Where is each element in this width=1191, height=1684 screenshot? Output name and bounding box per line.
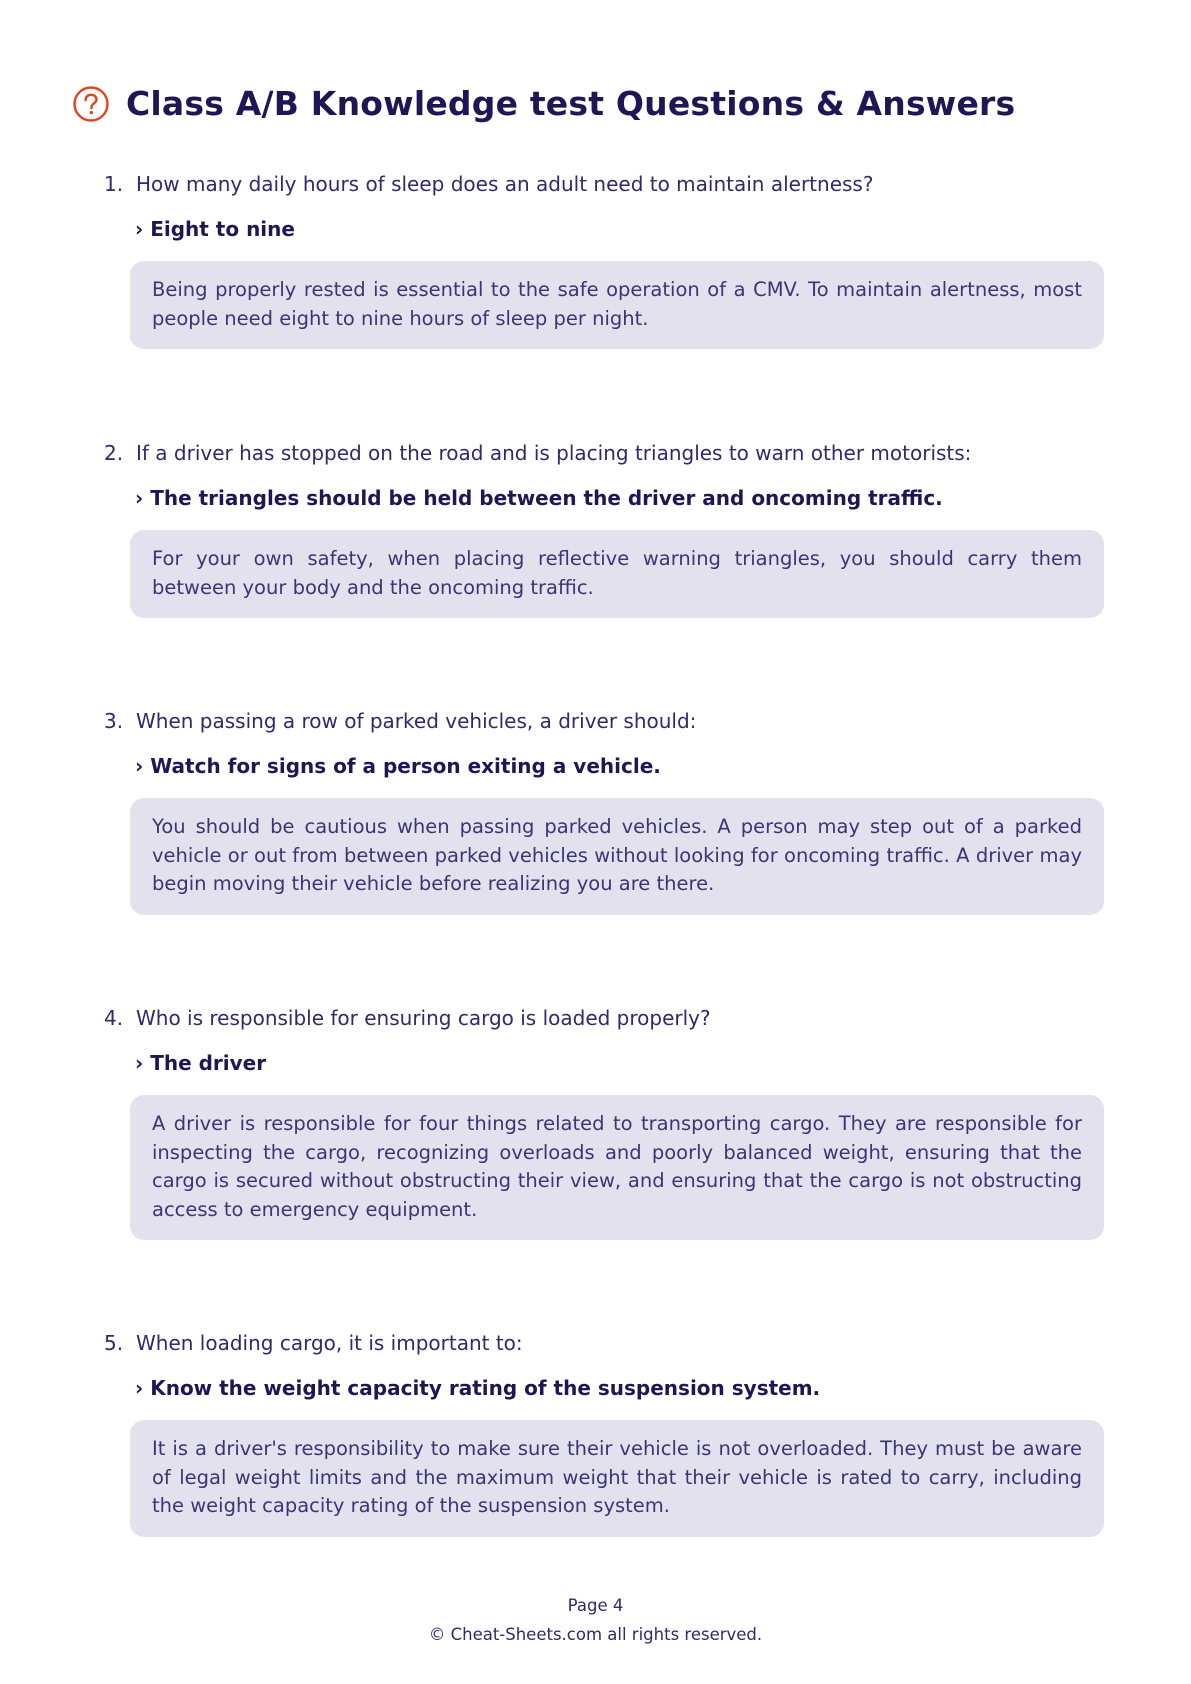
- explanation-box: For your own safety, when placing reflective warning triangles, you should carry them between your body and the oncoming traffic.: [130, 530, 1104, 618]
- answer: › The triangles should be held between the driver and oncoming traffic.: [135, 486, 943, 510]
- question-text: Who is responsible for ensuring cargo is loaded properly?: [136, 1006, 711, 1030]
- question-number: 1.: [104, 172, 124, 196]
- explanation-box: Being properly rested is essential to the safe operation of a CMV. To maintain alertness, most people need eight to nine hours of sleep per night.: [130, 261, 1104, 349]
- answer: › Know the weight capacity rating of the suspension system.: [135, 1376, 821, 1400]
- explanation-box: It is a driver's responsibility to make sure their vehicle is not overloaded. They must be aware of legal weight limits and the maximum weight that their vehicle is rated to carry, including the weight capacity rating of the suspension system.: [130, 1420, 1104, 1537]
- question: [104, 440, 1104, 466]
- qa-item-1: [104, 171, 1104, 349]
- explanation-box: You should be cautious when passing parked vehicles. A person may step out of a parked vehicle or out from between parked vehicles without looking for oncoming traffic. A driver may begin moving their vehicle before realizing you are there.: [130, 798, 1104, 915]
- qa-item-5: [104, 1330, 1104, 1537]
- question: [104, 1330, 1104, 1356]
- question-text: How many daily hours of sleep does an adult need to maintain alertness?: [136, 172, 874, 196]
- answer: › Watch for signs of a person exiting a vehicle.: [135, 754, 661, 778]
- question-number: 4.: [104, 1006, 124, 1030]
- question: [104, 1005, 1104, 1031]
- question: [104, 708, 1104, 734]
- question: [104, 171, 1104, 197]
- page-header: [72, 84, 1015, 123]
- page-number: Page 4: [567, 1596, 624, 1615]
- qa-item-4: [104, 1005, 1104, 1240]
- question-number: 5.: [104, 1331, 124, 1355]
- question-circle-icon: [72, 85, 110, 123]
- answer: › The driver: [135, 1051, 267, 1075]
- qa-item-3: [104, 708, 1104, 915]
- question-number: 3.: [104, 709, 124, 733]
- page-title: Class A/B Knowledge test Questions & Answers: [126, 84, 1016, 123]
- question-text: When passing a row of parked vehicles, a driver should:: [136, 709, 697, 733]
- question-text: If a driver has stopped on the road and is placing triangles to warn other motorists:: [136, 441, 972, 465]
- question-number: 2.: [104, 441, 124, 465]
- copyright-notice: © Cheat-Sheets.com all rights reserved.: [428, 1625, 763, 1644]
- explanation-box: A driver is responsible for four things related to transporting cargo. They are responsible for inspecting the cargo, recognizing overloads and poorly balanced weight, ensuring that the cargo is secured without obstructing their view, and ensuring that the cargo is not obstructing access to emergency equipment.: [130, 1095, 1104, 1240]
- qa-item-2: [104, 440, 1104, 618]
- answer: › Eight to nine: [135, 217, 295, 241]
- question-text: When loading cargo, it is important to:: [136, 1331, 523, 1355]
